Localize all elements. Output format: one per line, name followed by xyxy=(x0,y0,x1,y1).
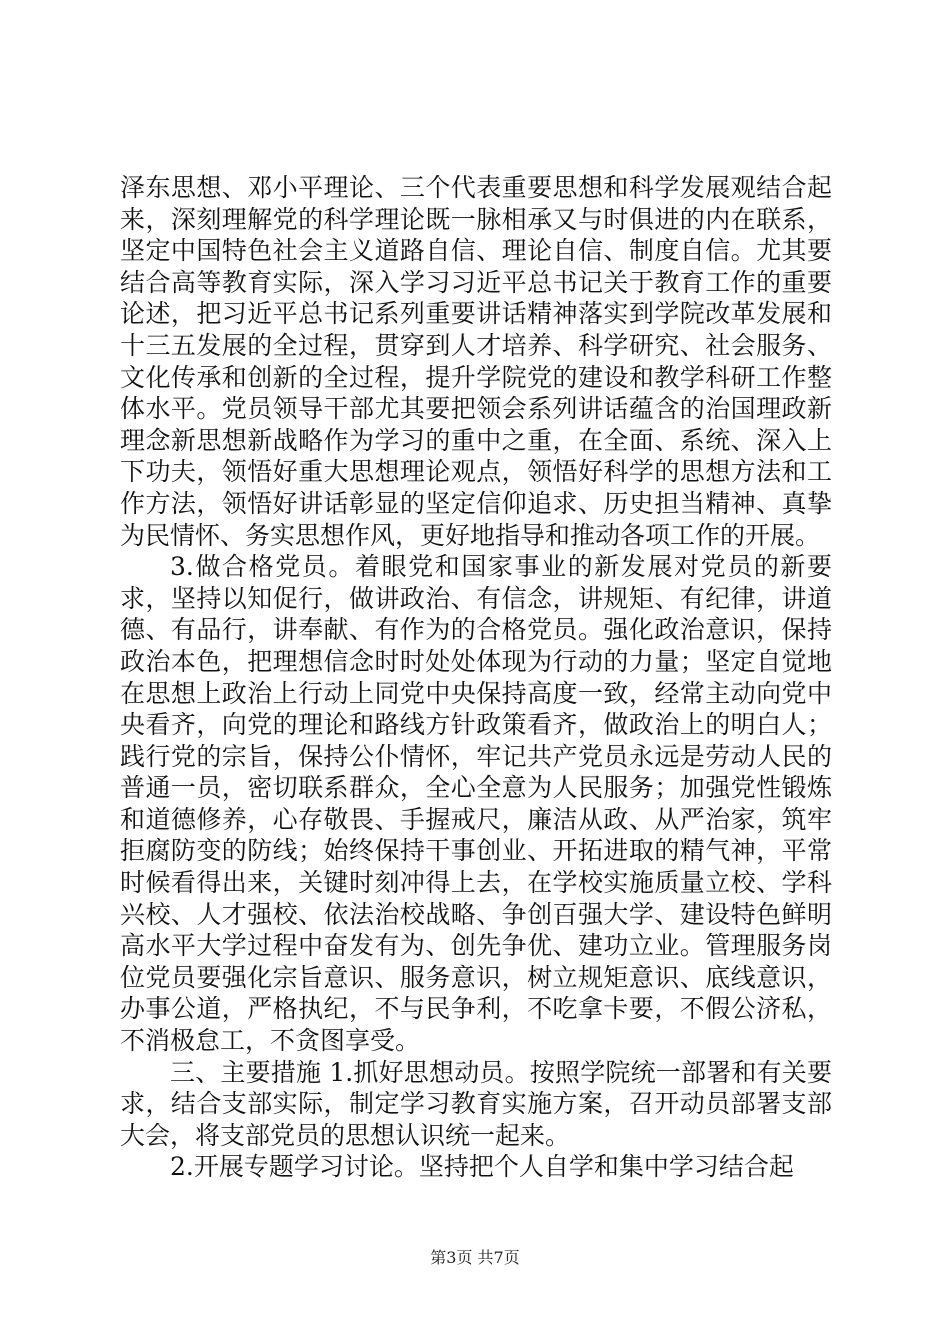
paragraph-4: 2.开展专题学习讨论。坚持把个人自学和集中学习结合起 xyxy=(170,1152,794,1182)
paragraph-1: 泽东思想、邓小平理论、三个代表重要思想和科学发展观结合起来，深刻理解党的科学理论既一脉相承又与时俱进的内在联系，坚定中国特色社会主义道路自信、理论自信、制度自信。尤其要结合高等教育实际，深入学习习近平总书记关于教育工作的重要论述，把习近平总书记系列重要讲话精神落实到学院改革发展和十三五发展的全过程，贯穿到人才培养、科学研究、社会服务、文化传承和创新的全过程，提升学院党的建设和教学科研工作整体水平。党员领导干部尤其要把领会系列讲话蕴含的治国理政新理念新思想新战略作为学习的重中之重，在全面、系统、深入上下功夫，领悟好重大思想理论观点，领悟好科学的思想方法和工作方法，领悟好讲话彰显的坚定信仰追求、历史担当精神、真挚为民情怀、务实思想作风，更好地指导和推动各项工作的开展。 xyxy=(120,173,832,550)
paragraph-2: 3.做合格党员。着眼党和国家事业的新发展对党员的新要求，坚持以知促行，做讲政治、有信念，讲规矩、有纪律，讲道德、有品行，讲奉献、有作为的合格党员。强化政治意识，保持政治本色，把理想信念时时处处体现为行动的力量；坚定自觉地在思想上政治上行动上同党中央保持高度一致，经常主动向党中央看齐，向党的理论和路线方针政策看齐，做政治上的明白人；践行党的宗旨，保持公仆情怀，牢记共产党员永远是劳动人民的普通一员，密切联系群众，全心全意为人民服务；加强党性锻炼和道德修养，心存敬畏、手握戒尺，廉洁从政、从严治家，筑牢拒腐防变的防线；始终保持干事创业、开拓进取的精气神，平常时候看得出来，关键时刻冲得上去，在学校实施质量立校、学科兴校、人才强校、依法治校战略、争创百强大学、建设特色鲜明高水平大学过程中奋发有为、创先争优、建功立业。管理服务岗位党员要强化宗旨意识、服务意识，树立规矩意识、底线意识，办事公道，严格执纪，不与民争利，不吃拿卡要，不假公济私，不消极怠工，不贪图享受。 xyxy=(120,552,832,1056)
document-body xyxy=(120,172,832,1183)
paragraph-3: 三、主要措施 1.抓好思想动员。按照学院统一部署和有关要求，结合支部实际，制定学习教育实施方案，召开动员部署支部大会，将支部党员的思想认识统一起来。 xyxy=(120,1057,832,1150)
page-number: 第3页 共7页 xyxy=(430,1248,520,1267)
